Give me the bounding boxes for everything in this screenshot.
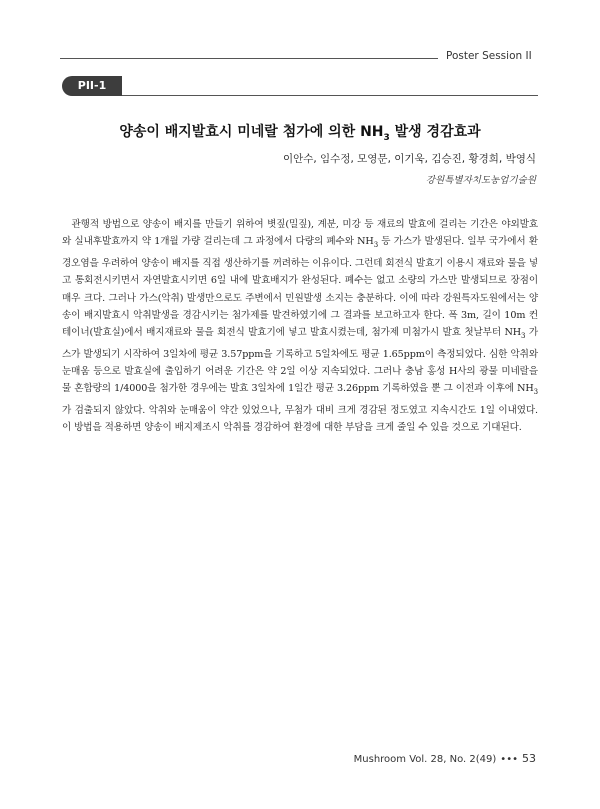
abstract-part-1: 관행적 방법으로 양송이 배지를 만들기 위하여 볏짚(밀짚), 계분, 미강 등 재료의 발효에 걸리는 기간은 야외발효와 실내후발효까지 약 1개월 가량 걸리는데 그 과정에서 다량의 폐수와 NH [62, 219, 538, 248]
poster-badge: PII-1 [62, 76, 122, 96]
header-rule [60, 58, 438, 59]
journal-citation: Mushroom Vol. 28, No. 2(49) [353, 754, 497, 765]
title-subscript: 3 [383, 132, 390, 143]
subscript-2: 3 [521, 332, 526, 341]
page-title [0, 121, 600, 143]
badge-rule [122, 95, 538, 96]
abstract-part-2: 등 가스가 발생된다. 일부 국가에서 환경오염을 우려하여 양송이 배지를 직접 생산하기를 꺼려하는 이유이다. 그런데 회전식 발효기 이용시 재료와 물을 넣고 통회전시키면서 자연발효시키면 6일 내에 발효배지가 완성된다. 폐수는 없고 소량의 가스만 발생되므로 장점이 매우 크다. 그러나 가스(악취) 발생만으로도 주변에서 민원발생 소지는 충분하다. 이에 따라 강원특자도원에서는 양송이 배지발효시 악취발생을 경감시키는 첨가제를 발견하였기에 그 결과를 보고하고자 한다. 폭 3m, 길이 10m 컨테이너(발효실)에서 배지재료와 물을 회전식 발효기에 넣고 발효시켰는데, 첨가제 미첨가시 발효 첫날부터 NH [62, 236, 538, 339]
abstract-part-4: 가 검출되지 않았다. 악취와 눈매움이 약간 있었으나, 무첨가 대비 크게 경감된 정도였고 지속시간도 1일 이내였다. 이 방법을 적용하면 양송이 배지제조시 악취를 경감하여 환경에 대한 부담을 크게 줄일 수 있을 것으로 기대된다. [62, 404, 538, 434]
page-number: 53 [522, 752, 536, 765]
author-list: 이안수, 임수정, 모영문, 이기욱, 김승진, 황경희, 박영식 [282, 153, 536, 165]
abstract-body [62, 216, 538, 437]
page-footer [354, 752, 536, 765]
abstract-part-3: 가스가 발생되기 시작하여 3일차에 평균 3.57ppm을 기록하고 5일차에도 평균 1.65ppm이 측정되었다. 심한 악취와 눈매움 등으로 발효실에 출입하기 어려운 기간은 약 2일 이상 지속되었다. 그러나 충남 홍성 H사의 광물 미네랄을 물 혼합량의 1/4000을 첨가한 경우에는 발효 3일차에 1일간 평균 3.26ppm 기록하였을 뿐 그 이전과 이후에 NH [62, 327, 538, 395]
title-text-end: 발생 경감효과 [389, 124, 481, 140]
subscript-1: 3 [373, 241, 379, 250]
affiliation: 강원특별자치도농업기술원 [425, 175, 536, 186]
session-label: Poster Session II [446, 50, 532, 62]
footer-dots: ••• [500, 754, 518, 765]
title-text: 양송이 배지발효시 미네랄 첨가에 의한 NH [119, 124, 384, 140]
subscript-3: 3 [533, 388, 538, 397]
